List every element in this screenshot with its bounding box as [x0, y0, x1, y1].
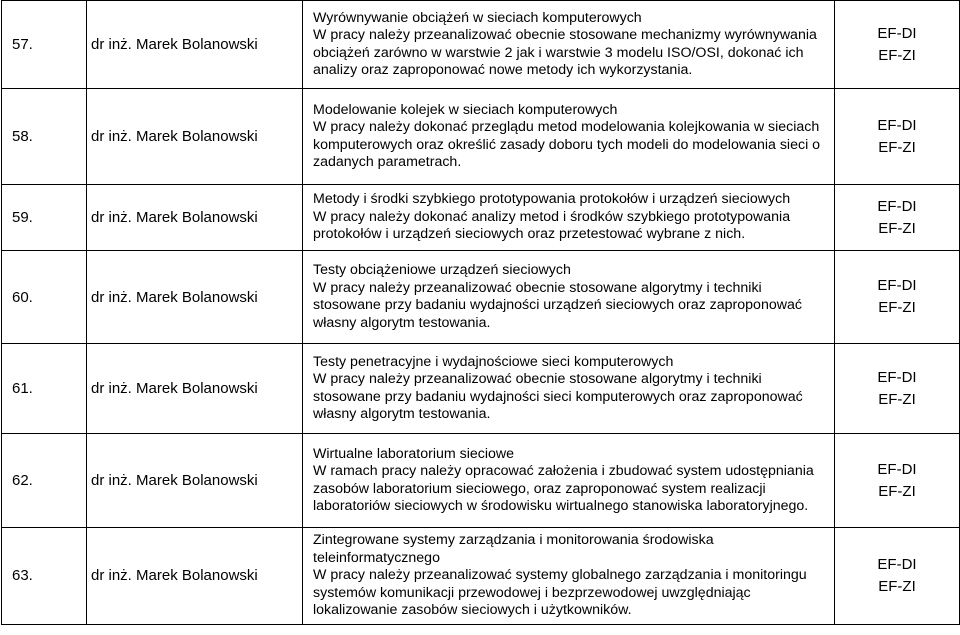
row-number: 63.	[2, 528, 87, 625]
specialization-code: EF-ZI	[878, 299, 916, 316]
supervisor-name: dr inż. Marek Bolanowski	[87, 89, 303, 185]
topic-cell	[303, 185, 835, 251]
supervisor-name: dr inż. Marek Bolanowski	[87, 434, 303, 528]
specialization-cell	[835, 89, 960, 185]
specialization-code: EF-DI	[877, 555, 917, 573]
specialization-code: EF-DI	[877, 277, 917, 294]
specialization-code: EF-DI	[877, 460, 917, 478]
specialization-code: EF-ZI	[878, 390, 916, 408]
table-row	[2, 528, 960, 625]
specialization-cell	[835, 528, 960, 625]
specialization-cell	[835, 344, 960, 434]
specialization-cell	[835, 185, 960, 251]
specialization-code: EF-ZI	[878, 219, 916, 237]
table-row	[2, 344, 960, 434]
topic-title: Metody i środki szybkiego prototypowania protokołów i urządzeń sieciowych	[313, 191, 791, 208]
topic-cell	[303, 434, 835, 528]
specialization-code: EF-ZI	[878, 46, 916, 64]
topic-description: W pracy należy dokonać przeglądu metod modelowania kolejkowania w sieciach komputerowych oraz określić zasady doboru tych modeli do modelowania sieci o zadanych parametrach.	[313, 119, 821, 170]
specialization-cell	[835, 251, 960, 344]
topic-title: Testy obciążeniowe urządzeń sieciowych	[313, 262, 571, 278]
table-row	[2, 89, 960, 185]
specialization-code: EF-DI	[877, 116, 917, 134]
supervisor-name: dr inż. Marek Bolanowski	[87, 185, 303, 251]
topic-description: W pracy należy przeanalizować obecnie stosowane algorytmy i techniki stosowane przy badaniu wydajności urządzeń sieciowych oraz zaproponować własny algorytm testowania.	[313, 279, 802, 331]
supervisor-name: dr inż. Marek Bolanowski	[87, 251, 303, 344]
topic-cell	[303, 251, 835, 344]
topic-description: W pracy należy przeanalizować obecnie stosowane algorytmy i techniki stosowane przy badaniu wydajności sieci komputerowych oraz zaproponować własny algorytm testowania.	[313, 371, 803, 422]
row-number: 62.	[2, 434, 87, 528]
specialization-code: EF-ZI	[878, 482, 916, 500]
row-number: 59.	[2, 185, 87, 251]
table-row	[2, 434, 960, 528]
row-number: 57.	[2, 1, 87, 89]
specialization-code: EF-ZI	[878, 577, 916, 595]
topic-cell	[303, 528, 835, 625]
topic-cell	[303, 344, 835, 434]
topic-title: Zintegrowane systemy zarządzania i monitorowania środowiska teleinformatycznego	[313, 532, 714, 566]
topic-description: W pracy należy dokonać analizy metod i środków szybkiego prototypowania protokołów i urządzeń sieciowych oraz przetestować wybrane z nich.	[313, 208, 791, 243]
supervisor-name: dr inż. Marek Bolanowski	[87, 344, 303, 434]
thesis-topics-table	[1, 0, 960, 625]
row-number: 61.	[2, 344, 87, 434]
topic-description: W pracy należy przeanalizować obecnie stosowane mechanizmy wyrównywania obciążeń zarówno w warstwie 2 jak i warstwie 3 modelu ISO/OSI, dokonać ich analizy oraz zaproponować nowe metody ich wykorzystania.	[313, 27, 817, 78]
table-row	[2, 251, 960, 344]
topic-title: Wirtualne laboratorium sieciowe	[313, 445, 515, 462]
supervisor-name: dr inż. Marek Bolanowski	[87, 1, 303, 89]
topic-title: Wyrównywanie obciążeń w sieciach komputerowych	[313, 9, 642, 26]
specialization-code: EF-DI	[877, 368, 917, 386]
supervisor-name: dr inż. Marek Bolanowski	[87, 528, 303, 625]
row-number: 58.	[2, 89, 87, 185]
topic-title: Testy penetracyjne i wydajnościowe sieci komputerowych	[313, 353, 674, 370]
specialization-code: EF-DI	[877, 24, 917, 42]
specialization-code: EF-ZI	[878, 138, 916, 156]
topic-cell	[303, 89, 835, 185]
specialization-code: EF-DI	[877, 197, 917, 215]
topic-description: W pracy należy przeanalizować systemy globalnego zarządzania i monitoringu systemów komunikacji przewodowej i bezprzewodowej uwzględniając lokalizowanie zasobów sieciowych i użytkowników.	[313, 567, 807, 618]
row-number: 60.	[2, 251, 87, 344]
table-row	[2, 185, 960, 251]
specialization-cell	[835, 1, 960, 89]
topic-description: W ramach pracy należy opracować założenia i zbudować system udostępniania zasobów laboratorium sieciowego, oraz zaproponować system realizacji laboratoriów sieciowych w środowisku wirtualnego stanowiska laboratoryjnego.	[313, 463, 814, 514]
topic-cell	[303, 1, 835, 89]
specialization-cell	[835, 434, 960, 528]
table-row	[2, 1, 960, 89]
topic-title: Modelowanie kolejek w sieciach komputerowych	[313, 101, 618, 118]
